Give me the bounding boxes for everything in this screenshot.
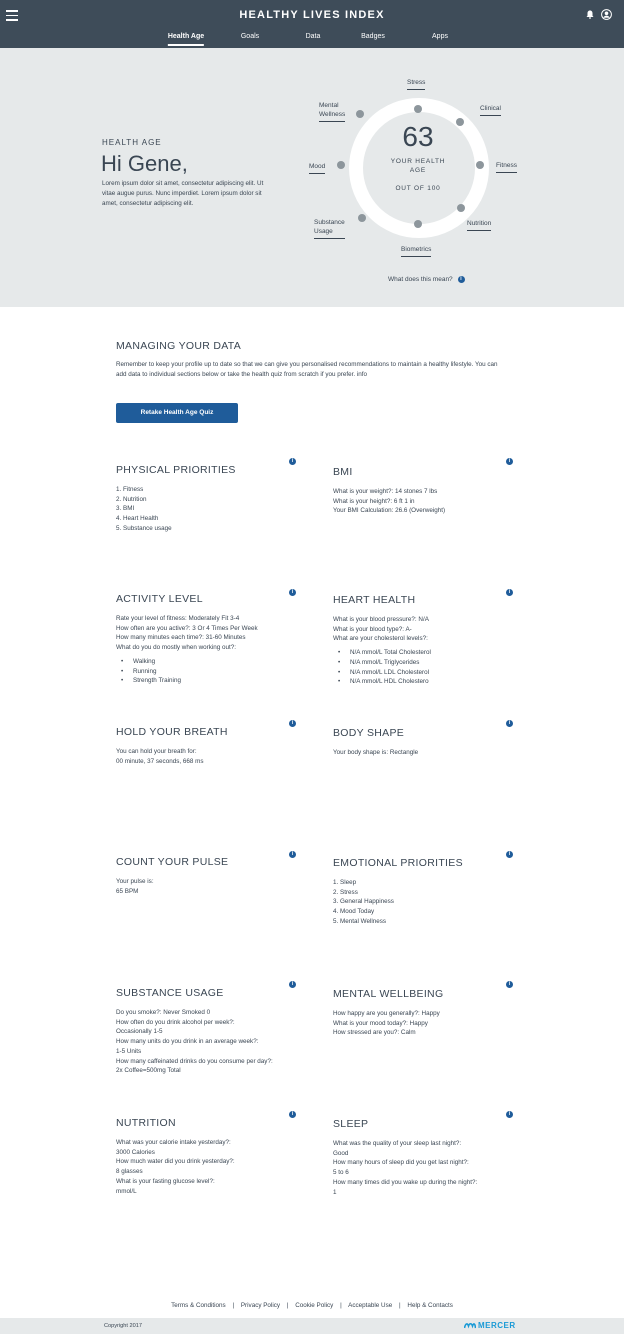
tab-goals[interactable]: Goals [240, 33, 260, 40]
list-item: 2. Stress [333, 888, 358, 896]
list-item: 2. Nutrition [116, 495, 147, 503]
hold-your-breath-info-icon[interactable]: i [289, 720, 296, 727]
activity-level-section [116, 593, 296, 686]
emotional-priorities-section [333, 857, 513, 927]
heart-health-section [333, 594, 513, 687]
sleep-section [333, 1118, 513, 1197]
segment-substance-line1: Substance [314, 219, 345, 226]
substance-dot[interactable] [358, 214, 366, 222]
section-title: HOLD YOUR BREATH [116, 726, 228, 738]
data-line: Your BMI Calculation: 26.6 (Overweight) [333, 507, 446, 515]
data-line: 5 to 6 [333, 1169, 349, 1177]
segment-mood[interactable]: Mood [309, 162, 325, 174]
data-line: Your body shape is: Rectangle [333, 749, 419, 756]
data-line: How often are you active?: 3 Or 4 Times Per Week [116, 624, 258, 632]
info-icon: i [458, 276, 465, 283]
data-line: What is your height?: 6 ft 1 in [333, 497, 415, 505]
mental-wellbeing-section [333, 988, 513, 1038]
count-your-pulse-section [116, 856, 296, 896]
data-line: Occasionally 1-5 [116, 1028, 163, 1036]
managing-data-text: Remember to keep your profile up to date so that we can give you personalised recommendations to maintain a healthy lifestyle. You can add data to individual sections below or take the health quiz from scratch if you prefer. info [116, 361, 498, 378]
data-line: What was the quality of your sleep last night?: [333, 1140, 462, 1147]
physical-priorities-info-icon[interactable]: i [289, 458, 296, 465]
top-header [0, 0, 624, 48]
mercer-wordmark: MERCER [478, 1321, 516, 1330]
clinical-dot[interactable] [456, 118, 464, 126]
app-title: HEALTHY LIVES INDEX [239, 9, 385, 21]
footer-link-help[interactable]: Help & Contacts [407, 1302, 453, 1309]
footer-link-terms[interactable]: Terms & Conditions [171, 1302, 226, 1309]
sleep-info-icon[interactable]: i [506, 1111, 513, 1118]
data-line: How stressed are you?: Calm [333, 1029, 416, 1037]
segment-substance-usage[interactable] [314, 218, 345, 239]
data-line: 65 BPM [116, 887, 139, 895]
segment-mental-line1: Mental [319, 102, 339, 109]
main-nav [0, 33, 624, 48]
data-line: 2x Coffee=500mg Total [116, 1067, 181, 1075]
heart-health-info-icon[interactable]: i [506, 589, 513, 596]
data-line: How many times did you wake up during the night?: [333, 1178, 478, 1186]
nutrition-section [116, 1117, 296, 1196]
data-line: Good [333, 1149, 349, 1157]
segment-substance-line2: Usage [314, 228, 333, 235]
segment-nutrition[interactable]: Nutrition [467, 219, 491, 231]
managing-data-title: MANAGING YOUR DATA [116, 340, 241, 352]
bullet-item: • N/A mmol/L HDL Cholestero [333, 677, 513, 687]
tab-badges[interactable]: Badges [361, 33, 385, 40]
bullet-item: • Strength Training [116, 676, 296, 686]
footer-separator: | [232, 1302, 235, 1309]
bullet-item: • N/A mmol/L Triglycerides [333, 658, 513, 668]
help-link-label: What does this mean? [388, 276, 453, 284]
data-line: 1 [333, 1188, 337, 1196]
biometrics-dot[interactable] [414, 220, 422, 228]
substance-usage-info-icon[interactable]: i [289, 981, 296, 988]
hero-greeting: Hi Gene, [101, 151, 188, 176]
data-line: What is your blood pressure?: N/A [333, 616, 429, 623]
segment-mental-line2: Wellness [319, 111, 346, 118]
retake-quiz-button[interactable]: Retake Health Age Quiz [116, 403, 238, 423]
tab-apps[interactable]: Apps [432, 33, 448, 40]
fitness-dot[interactable] [476, 161, 484, 169]
section-title: ACTIVITY LEVEL [116, 593, 203, 605]
list-item: 5. Mental Wellness [333, 917, 387, 925]
list-item: 5. Substance usage [116, 524, 172, 532]
bmi-section [333, 466, 513, 516]
data-line: How many caffeinated drinks do you consume per day?: [116, 1057, 273, 1065]
section-title: HEART HEALTH [333, 594, 416, 606]
data-line: Rate your level of fitness: Moderately Fit 3-4 [116, 615, 240, 622]
stress-dot[interactable] [414, 105, 422, 113]
data-line: How often do you drink alcohol per week?: [116, 1018, 235, 1026]
data-line: What do you do mostly when working out?: [116, 644, 237, 652]
bullet-item: • N/A mmol/L LDL Cholesterol [333, 668, 513, 678]
footer-separator: | [286, 1302, 289, 1309]
what-does-this-mean-link[interactable] [388, 276, 465, 283]
copyright-text: Copyright 2017 [104, 1323, 142, 1329]
section-title: NUTRITION [116, 1117, 176, 1129]
segment-stress[interactable]: Stress [407, 78, 425, 90]
bell-icon[interactable] [586, 10, 594, 19]
tab-data[interactable]: Data [305, 33, 321, 40]
data-line: What is your fasting glucose level?: [116, 1177, 215, 1185]
section-title: EMOTIONAL PRIORITIES [333, 857, 463, 869]
health-age-hero [0, 48, 624, 307]
count-your-pulse-info-icon[interactable]: i [289, 851, 296, 858]
bullet-item: • N/A mmol/L Total Cholesterol [333, 648, 513, 658]
tab-health-age[interactable]: Health Age [168, 33, 204, 46]
data-line: What is your mood today?: Happy [333, 1019, 428, 1027]
section-title: COUNT YOUR PULSE [116, 856, 229, 868]
list-item: 1. Sleep [333, 879, 357, 886]
segment-fitness[interactable]: Fitness [496, 161, 517, 173]
segment-clinical[interactable]: Clinical [480, 104, 501, 116]
data-line: Your pulse is: [116, 878, 154, 885]
mental-wellbeing-info-icon[interactable]: i [506, 981, 513, 988]
data-line: mmol/L [116, 1187, 137, 1195]
footer-link-cookie[interactable]: Cookie Policy [295, 1302, 334, 1309]
footer-link-privacy[interactable]: Privacy Policy [240, 1302, 281, 1309]
score-label: YOUR HEALTH AGE [390, 158, 446, 174]
data-line: Do you smoke?: Never Smoked 0 [116, 1009, 211, 1016]
footer-links [0, 1302, 624, 1309]
footer-bar [0, 1318, 624, 1334]
section-title: SUBSTANCE USAGE [116, 987, 224, 999]
list-item: 4. Heart Health [116, 515, 159, 523]
mood-dot[interactable] [337, 161, 345, 169]
bullet-item: • Walking [116, 657, 296, 667]
data-line: You can hold your breath for: [116, 748, 197, 755]
activity-level-info-icon[interactable]: i [289, 589, 296, 596]
section-title: MENTAL WELLBEING [333, 988, 444, 1000]
mental-dot[interactable] [356, 110, 364, 118]
physical-priorities-section [116, 464, 296, 534]
data-line: 8 glasses [116, 1168, 143, 1176]
list-item: 4. Mood Today [333, 908, 375, 916]
section-title: SLEEP [333, 1118, 369, 1130]
emotional-priorities-info-icon[interactable]: i [506, 851, 513, 858]
data-line: What was your calorie intake yesterday?: [116, 1139, 231, 1146]
mercer-logo [464, 1321, 516, 1330]
substance-usage-section [116, 987, 296, 1076]
section-title: BMI [333, 466, 353, 478]
list-item: 3. General Happiness [333, 898, 394, 906]
data-line: 3000 Calories [116, 1148, 155, 1156]
data-line: What is your weight?: 14 stones 7 lbs [333, 488, 438, 495]
mercer-logo-mark-icon [464, 1322, 476, 1329]
data-line: How much water did you drink yesterday?: [116, 1158, 235, 1166]
health-age-score: 63 [402, 121, 434, 152]
body-shape-section [333, 727, 513, 758]
bullet-item: • Running [116, 667, 296, 677]
score-subtitle: OUT OF 100 [395, 185, 441, 192]
user-account-icon[interactable] [601, 9, 612, 20]
list-item: 1. Fitness [116, 486, 144, 493]
list-item: 3. BMI [116, 505, 135, 513]
section-title: BODY SHAPE [333, 727, 405, 739]
data-line: How many hours of sleep did you get last night?: [333, 1159, 469, 1167]
segment-mental-wellness[interactable] [319, 101, 345, 122]
data-line: 1-5 Units [116, 1047, 142, 1055]
hero-kicker: HEALTH AGE [102, 138, 162, 147]
footer-separator: | [399, 1302, 401, 1309]
footer-separator: | [340, 1302, 342, 1309]
data-line: How happy are you generally?: Happy [333, 1010, 440, 1017]
data-line: 00 minute, 37 seconds, 668 ms [116, 757, 204, 765]
hero-description: Lorem ipsum dolor sit amet, consectetur adipiscing elit. Ut vitae augue purus. Nunc imperdiet. Lorem ipsum dolor sit amet, consectetur adipiscing elit. [102, 180, 264, 207]
section-title: PHYSICAL PRIORITIES [116, 464, 236, 476]
bmi-info-icon[interactable]: i [506, 458, 513, 465]
data-line: What are your cholesterol levels?: [333, 635, 428, 643]
data-line: How many units do you drink in an average week?: [116, 1038, 259, 1046]
data-line: How many minutes each time?: 31-60 Minutes [116, 634, 246, 642]
segment-biometrics[interactable]: Biometrics [401, 245, 431, 257]
body-shape-info-icon[interactable]: i [506, 720, 513, 727]
nutrition-dot[interactable] [457, 204, 465, 212]
hold-your-breath-section [116, 726, 296, 766]
footer-link-acceptable-use[interactable]: Acceptable Use [348, 1302, 393, 1309]
nutrition-info-icon[interactable]: i [289, 1111, 296, 1118]
data-line: What is your blood type?: A- [333, 625, 412, 633]
